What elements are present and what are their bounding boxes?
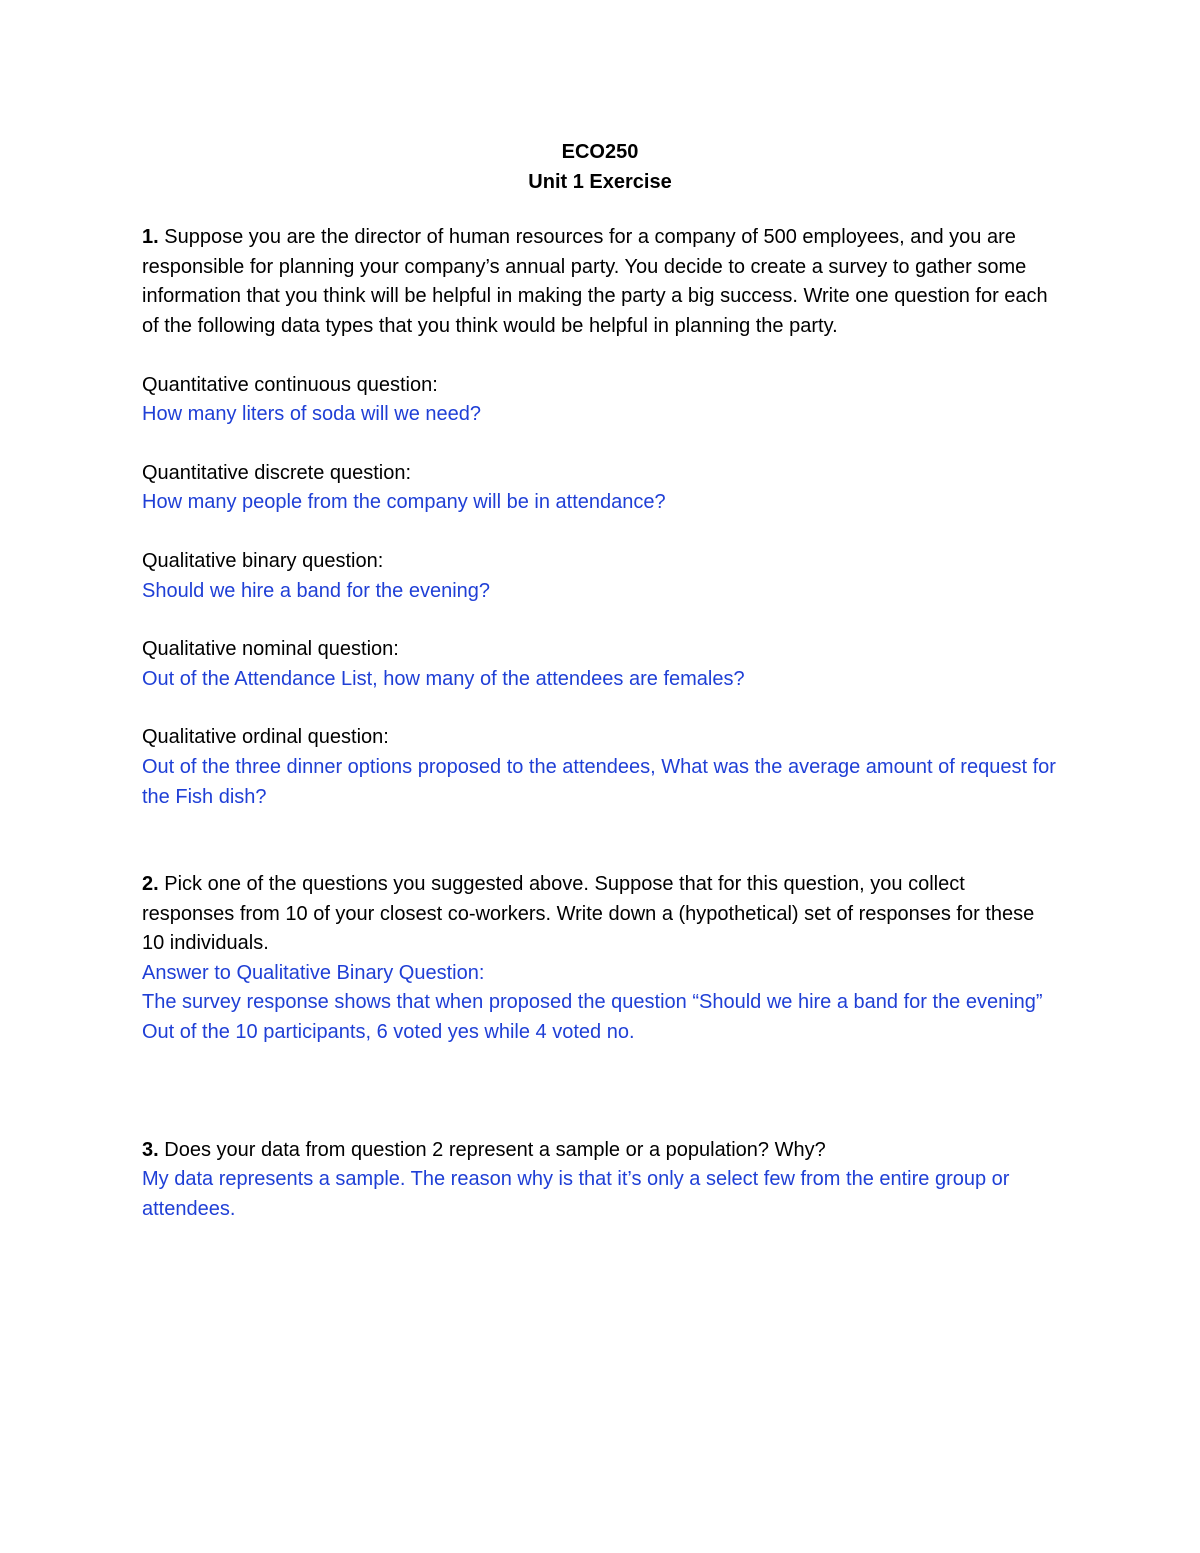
q1-item-answer: Out of the three dinner options proposed to the attendees, What was the average amount of request for the Fish dish? (142, 755, 1056, 808)
question-1-prompt: Suppose you are the director of human resources for a company of 500 employees, and you are responsible for planning your company’s annual party. You decide to create a survey to gather some information that you think will be helpful in making the party a big success. Write one question for each of the following data types that you think would be helpful in planning the party. (142, 226, 1048, 337)
question-1 (142, 223, 1058, 341)
q2-answer-heading: Answer to Qualitative Binary Question: (142, 961, 485, 984)
q1-item-label: Qualitative binary question: (142, 549, 384, 572)
spacer (142, 430, 1058, 459)
spacer (142, 342, 1058, 371)
q1-item-label: Qualitative ordinal question: (142, 726, 389, 749)
spacer (142, 606, 1058, 635)
q1-item-label: Quantitative discrete question: (142, 461, 412, 484)
question-3-number: 3. (142, 1138, 159, 1161)
question-3-prompt: Does your data from question 2 represent a sample or a population? Why? (164, 1138, 826, 1161)
spacer (142, 812, 1058, 870)
q3-answer: My data represents a sample. The reason why is that it’s only a select few from the entire group or attendees. (142, 1168, 1010, 1220)
question-2-prompt: Pick one of the questions you suggested above. Suppose that for this question, you collect responses from 10 of your closest co-workers. Write down a (hypothetical) set of responses for these 10 individuals. (142, 873, 1035, 955)
course-code: ECO250 (561, 141, 639, 163)
page-title: Unit 1 Exercise (528, 170, 672, 193)
spacer (142, 694, 1058, 723)
q1-item-answer: Out of the Attendance List, how many of the attendees are females? (142, 667, 745, 690)
spacer (142, 518, 1058, 547)
q1-item-answer: How many people from the company will be in attendance? (142, 491, 666, 514)
q1-item-label: Qualitative nominal question: (142, 638, 399, 661)
spacer (142, 1048, 1058, 1136)
q2-answer: The survey response shows that when proposed the question “Should we hire a band for the evening” Out of the 10 participants, 6 voted yes while 4 voted no. (142, 991, 1043, 1044)
document-body (142, 138, 1058, 1224)
q1-item-answer: Should we hire a band for the evening? (142, 579, 491, 602)
q1-item-answer: How many liters of soda will we need? (142, 403, 482, 426)
question-3 (142, 1136, 1058, 1166)
q1-item-label: Quantitative continuous question: (142, 373, 438, 396)
question-2 (142, 870, 1058, 959)
question-2-number: 2. (142, 873, 159, 896)
question-1-number: 1. (142, 226, 159, 249)
